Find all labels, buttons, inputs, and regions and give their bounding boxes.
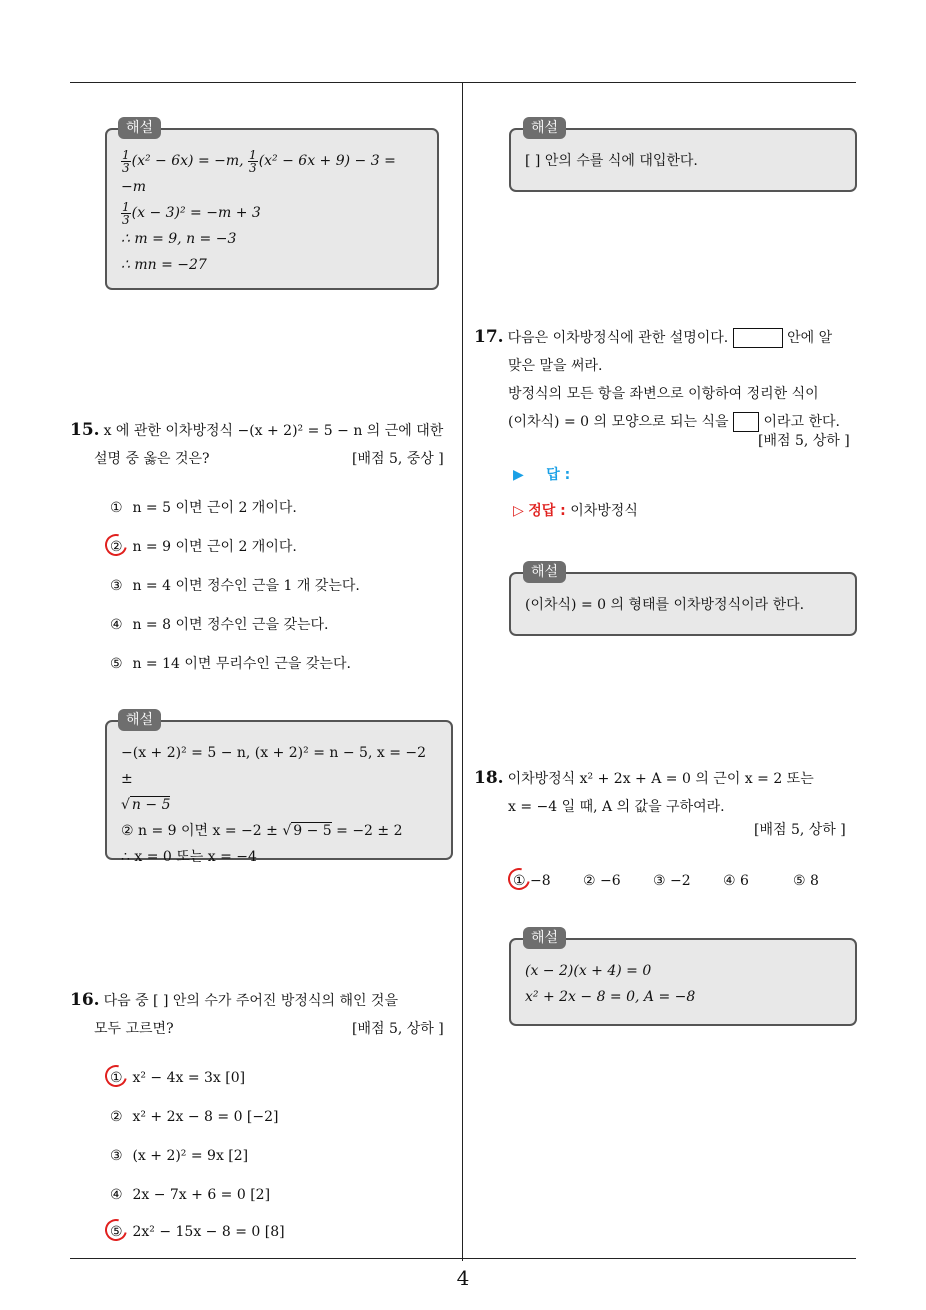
answer-blank [733, 412, 759, 432]
q15-choice-5[interactable]: ⑤ n = 14 이면 무리수인 근을 갖는다. [110, 656, 351, 672]
q17-answer-row [513, 464, 570, 484]
q14-explain-line4: ∴ mn = −27 [121, 257, 207, 273]
bottom-rule [70, 1258, 856, 1259]
q15-explain-line4: ∴ x = 0 또는 x = −4 [121, 849, 257, 865]
column-divider [462, 83, 463, 1261]
q16-choice-4[interactable]: ④ 2x − 7x + 6 = 0 [2] [110, 1187, 271, 1203]
q16-number: 16. [70, 990, 100, 1010]
q16-choice-1[interactable]: ① x² − 4x = 3x [0] [110, 1070, 246, 1086]
q18-score: [배점 5, 상하 ] [754, 822, 846, 838]
q14-explain-line3: ∴ m = 9, n = −3 [121, 231, 237, 247]
q18-text-line1: 이차방정식 x² + 2x + A = 0 의 근이 x = 2 또는 [507, 771, 814, 787]
q17-explain-tag: 해설 [523, 561, 566, 583]
q17-text-line2: 맞은 말을 써라. [508, 358, 603, 374]
q15-text-line1: x 에 관한 이차방정식 −(x + 2)² = 5 − n 의 근에 대한 [103, 423, 444, 439]
answer-blank [733, 328, 783, 348]
q16-score: [배점 5, 상하 ] [352, 1021, 444, 1037]
q17-number: 17. [474, 327, 504, 347]
q15-explain-tag: 해설 [118, 709, 161, 731]
q16-choice-2[interactable]: ② x² + 2x − 8 = 0 [−2] [110, 1109, 279, 1125]
q14-explain-box [105, 128, 439, 290]
play-arrow-icon: ▶ [513, 467, 524, 483]
correct-label: 정답 : [528, 503, 566, 519]
q18-choice-5[interactable]: ⑤ 8 [793, 873, 819, 889]
q14-explain-tag: 해설 [118, 117, 161, 139]
q18-number: 18. [474, 768, 504, 788]
q16-text-line1: 다음 중 [ ] 안의 수가 주어진 방정식의 해인 것을 [103, 993, 398, 1009]
q17-explain-line1: (이차식) = 0 의 형태를 이차방정식이라 한다. [525, 597, 805, 613]
q15-score: [배점 5, 중상 ] [352, 451, 444, 467]
q14-explain-line2: $\frac{1}{3}$ (x − 3)² = −m + 3 [122, 199, 261, 227]
q18-explain-box [509, 938, 857, 1026]
fraction: $\frac{1}{3}$ [122, 199, 130, 227]
q14-explain-line1: $\frac{1}{3}$ (x² − 6x) = −m, $\frac{1}{3}$ (x² − 6x + 9) − 3 = −m [121, 147, 396, 195]
top-rule [70, 82, 856, 83]
q16-choice-3[interactable]: ③ (x + 2)² = 9x [2] [110, 1148, 249, 1164]
q15-choice-4[interactable]: ④ n = 8 이면 정수인 근을 갖는다. [110, 617, 329, 633]
q17-question [474, 323, 860, 436]
q15-choice-2[interactable]: ② n = 9 이면 근이 2 개이다. [110, 539, 297, 555]
q17-text-line3: 방정식의 모든 항을 좌변으로 이항하여 정리한 식이 [508, 386, 819, 402]
q18-explain-tag: 해설 [523, 927, 566, 949]
q18-choice-4[interactable]: ④ 6 [723, 873, 749, 889]
q16-text-line2: 모두 고르면? [94, 1021, 174, 1037]
outline-arrow-icon: ▷ [513, 503, 524, 519]
q15-text-line2: 설명 중 옳은 것은? [94, 451, 210, 467]
fraction: $\frac{1}{3}$ [122, 147, 130, 175]
q18-explain-line1: (x − 2)(x + 4) = 0 [525, 963, 652, 979]
q16-choice-5[interactable]: ⑤ 2x² − 15x − 8 = 0 [8] [110, 1224, 285, 1240]
q15-explain-line3: ② n = 9 이면 x = −2 ± √ 9 − 5 = −2 ± 2 [121, 823, 403, 839]
q15-choice-1[interactable]: ① n = 5 이면 근이 2 개이다. [110, 500, 297, 516]
q18-choice-2[interactable]: ② −6 [583, 873, 621, 889]
q18-question [474, 764, 860, 821]
page-number: 4 [456, 1266, 470, 1290]
correct-value: 이차방정식 [570, 503, 638, 519]
q17-correct-row [513, 500, 638, 520]
fraction: $\frac{1}{3}$ [249, 147, 257, 175]
q18-explain-line2: x² + 2x − 8 = 0, A = −8 [525, 989, 696, 1005]
q16-explain-line1: [ ] 안의 수를 식에 대입한다. [525, 153, 698, 169]
q15-choice-3[interactable]: ③ n = 4 이면 정수인 근을 1 개 갖는다. [110, 578, 360, 594]
q17-text-line1a: 다음은 이차방정식에 관한 설명이다. [507, 330, 729, 346]
q16-explain-tag: 해설 [523, 117, 566, 139]
q17-text-line1b: 안에 알 [787, 330, 833, 346]
q15-explain-line2: √ n − 5 [121, 797, 171, 813]
answer-label: 답 : [546, 467, 571, 483]
q15-explain-line1: −(x + 2)² = 5 − n, (x + 2)² = n − 5, x = −2 ± [121, 745, 427, 787]
q18-choice-3[interactable]: ③ −2 [653, 873, 691, 889]
q17-text-line4: (이차식) = 0 의 모양으로 되는 식을 이라고 한다. [508, 414, 840, 430]
q17-score: [배점 5, 상하 ] [758, 433, 850, 449]
q15-explain-box [105, 720, 453, 865]
q18-text-line2: x = −4 일 때, A 의 값을 구하여라. [508, 799, 725, 815]
q18-choice-1[interactable]: ① −8 [513, 873, 551, 889]
q15-number: 15. [70, 420, 100, 440]
